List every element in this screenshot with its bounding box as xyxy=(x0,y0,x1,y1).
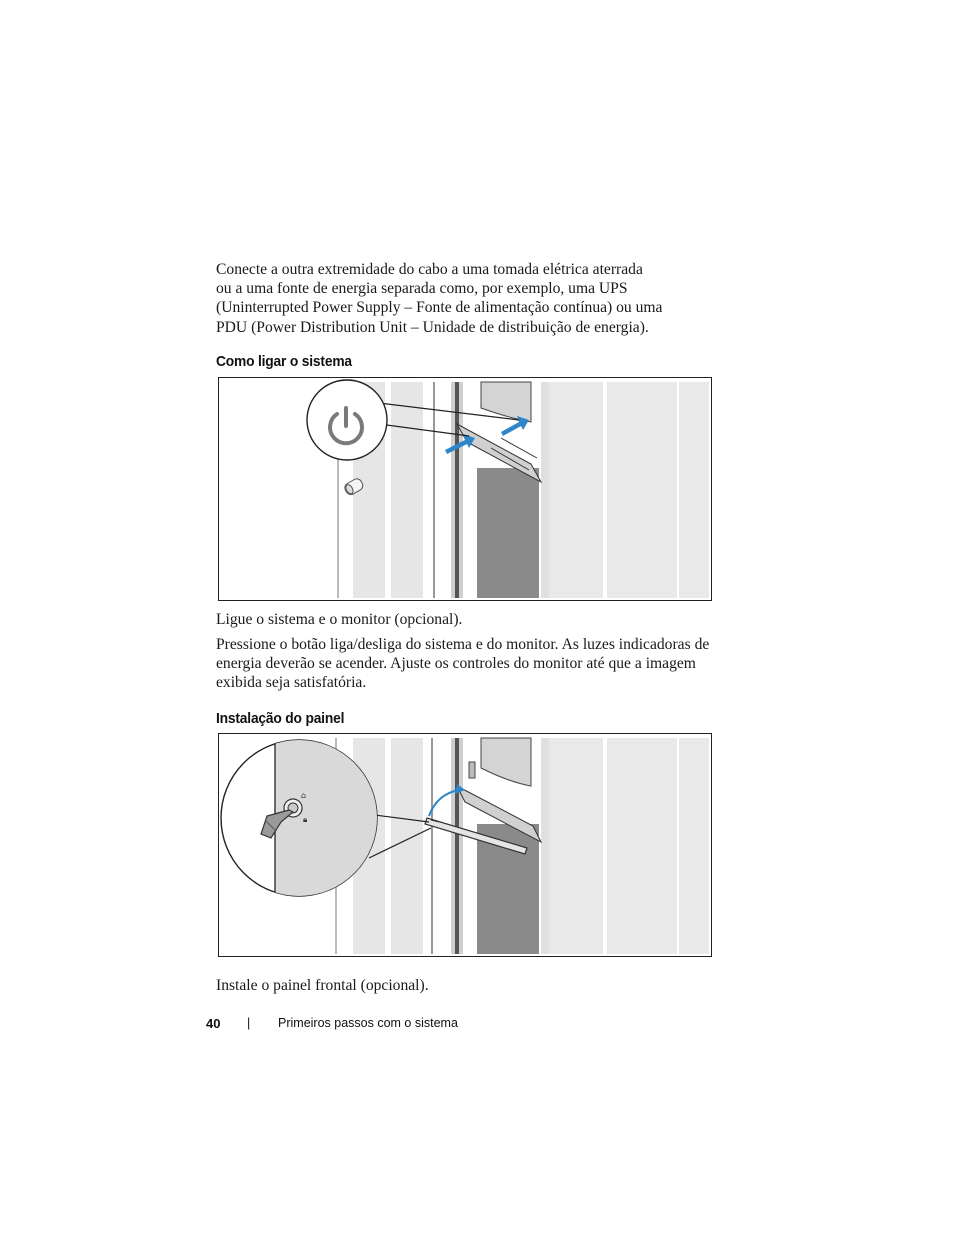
intro-line: PDU (Power Distribution Unit – Unidade de distribuição de energia). xyxy=(216,318,649,336)
section-heading-bezel: Instalação do painel xyxy=(216,710,345,727)
intro-line: Conecte a outra extremidade do cabo a uma tomada elétrica aterrada xyxy=(216,261,643,278)
svg-text:⌂: ⌂ xyxy=(301,791,307,800)
bezel-figure xyxy=(218,733,712,957)
power-on-figure xyxy=(218,377,712,601)
body-line: energia deverão se acender. Ajuste os controles do monitor até que a imagem xyxy=(216,655,696,673)
footer-separator: | xyxy=(247,1016,251,1030)
power-on-illustration xyxy=(219,378,712,601)
bezel-key-icon xyxy=(255,790,315,846)
intro-line: (Uninterrupted Power Supply – Fonte de alimentação contínua) ou uma xyxy=(216,299,663,317)
intro-paragraph xyxy=(216,260,716,337)
intro-line: ou a uma fonte de energia separada como, por exemplo, uma UPS xyxy=(216,280,628,298)
svg-text:🔒︎: 🔒︎ xyxy=(303,815,308,824)
figure-caption: Instale o painel frontal (opcional). xyxy=(216,977,429,994)
body-line: exibida seja satisfatória. xyxy=(216,674,367,692)
footer-section-title: Primeiros passos com o sistema xyxy=(278,1016,458,1030)
power-button-icon xyxy=(323,402,369,448)
section-heading-power-on: Como ligar o sistema xyxy=(216,353,352,370)
page-number: 40 xyxy=(206,1016,221,1031)
body-line: Pressione o botão liga/desliga do sistema e do monitor. As luzes indicadoras de xyxy=(216,636,710,653)
power-on-paragraph xyxy=(216,635,716,693)
figure-caption: Ligue o sistema e o monitor (opcional). xyxy=(216,611,463,628)
